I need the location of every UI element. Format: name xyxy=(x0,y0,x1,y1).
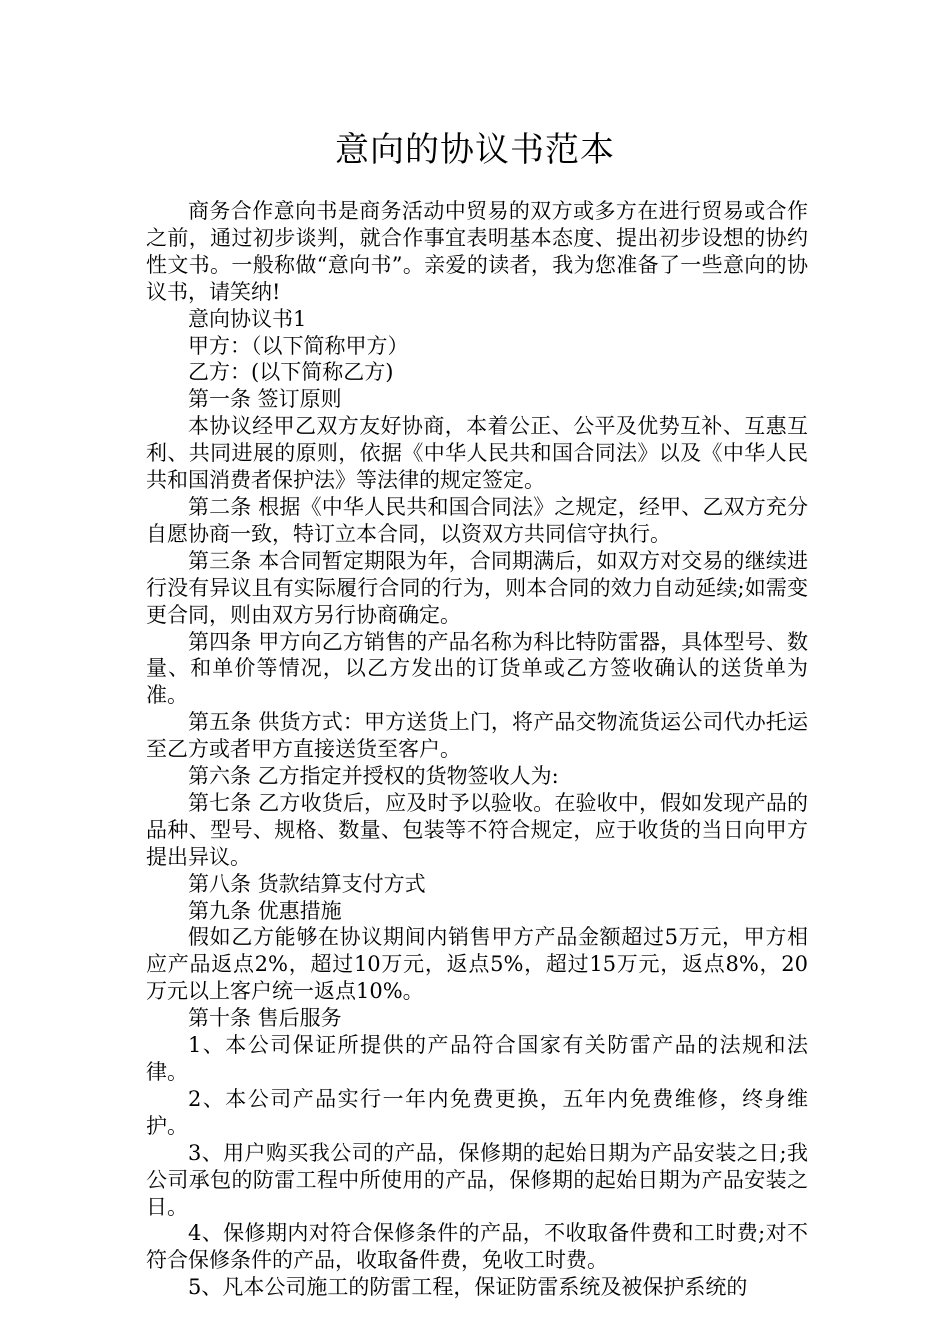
article-6: 第六条 乙方指定并授权的货物签收人为: xyxy=(188,764,559,789)
article-8: 第八条 货款结算支付方式 xyxy=(188,871,426,896)
article-9-heading: 第九条 优惠措施 xyxy=(188,898,342,923)
intro-paragraph: 商务合作意向书是商务活动中贸易的双方或多方在进行贸易或合作之前，通过初步谈判，就合作事宜表明基本态度、提出初步设想的协约性文书。一般称做“意向书”。亲爱的读者，我为您准备了一些意向的协议书，请笑纳! xyxy=(146,199,808,304)
agreement-heading: 意向协议书1 xyxy=(188,306,307,331)
article-1-body: 本协议经甲乙双方友好协商，本着公正、公平及优势互补、互惠互利、共同进展的原则，依据《中华人民共和国合同法》以及《中华人民共和国消费者保护法》等法律的规定签定。 xyxy=(146,414,808,493)
article-3: 第三条 本合同暂定期限为年，合同期满后，如双方对交易的继续进行没有异议且有实际履行合同的行为，则本合同的效力自动延续;如需变更合同，则由双方另行协商确定。 xyxy=(146,548,808,627)
article-7: 第七条 乙方收货后，应及时予以验收。在验收中，假如发现产品的品种、型号、规格、数量、包装等不符合规定，应于收货的当日向甲方提出异议。 xyxy=(146,790,808,869)
service-item-1: 1、本公司保证所提供的产品符合国家有关防雷产品的法规和法律。 xyxy=(146,1033,808,1084)
article-2: 第二条 根据《中华人民共和国合同法》之规定，经甲、乙双方充分自愿协商一致，特订立本合同，以资双方共同信守执行。 xyxy=(146,494,808,546)
party-b-line: 乙方：(以下简称乙方) xyxy=(188,360,394,385)
service-item-3: 3、用户购买我公司的产品，保修期的起始日期为产品安装之日;我公司承包的防雷工程中所使用的产品，保修期的起始日期为产品安装之日。 xyxy=(146,1140,808,1219)
article-1-heading: 第一条 签订原则 xyxy=(188,387,342,412)
document-body xyxy=(146,198,808,1301)
service-item-4: 4、保修期内对符合保修条件的产品，不收取备件费和工时费;对不符合保修条件的产品，收取备件费，免收工时费。 xyxy=(146,1221,808,1273)
article-5: 第五条 供货方式：甲方送货上门，将产品交物流货运公司代办托运至乙方或者甲方直接送货至客户。 xyxy=(146,710,808,762)
article-9-body: 假如乙方能够在协议期间内销售甲方产品金额超过5万元，甲方相应产品返点2%，超过10万元，返点5%，超过15万元，返点8%，20万元以上客户统一返点10%。 xyxy=(146,925,808,1004)
service-item-2: 2、本公司产品实行一年内免费更换，五年内免费维修，终身维护。 xyxy=(146,1086,808,1138)
article-4: 第四条 甲方向乙方销售的产品名称为科比特防雷器，具体型号、数量、和单价等情况，以乙方发出的订货单或乙方签收确认的送货单为准。 xyxy=(146,629,808,708)
article-10-heading: 第十条 售后服务 xyxy=(188,1006,342,1031)
document-title: 意向的协议书范本 xyxy=(335,130,615,170)
service-item-5: 5、凡本公司施工的防雷工程，保证防雷系统及被保护系统的 xyxy=(188,1275,748,1300)
party-a-line: 甲方：（以下简称甲方） xyxy=(188,333,409,358)
